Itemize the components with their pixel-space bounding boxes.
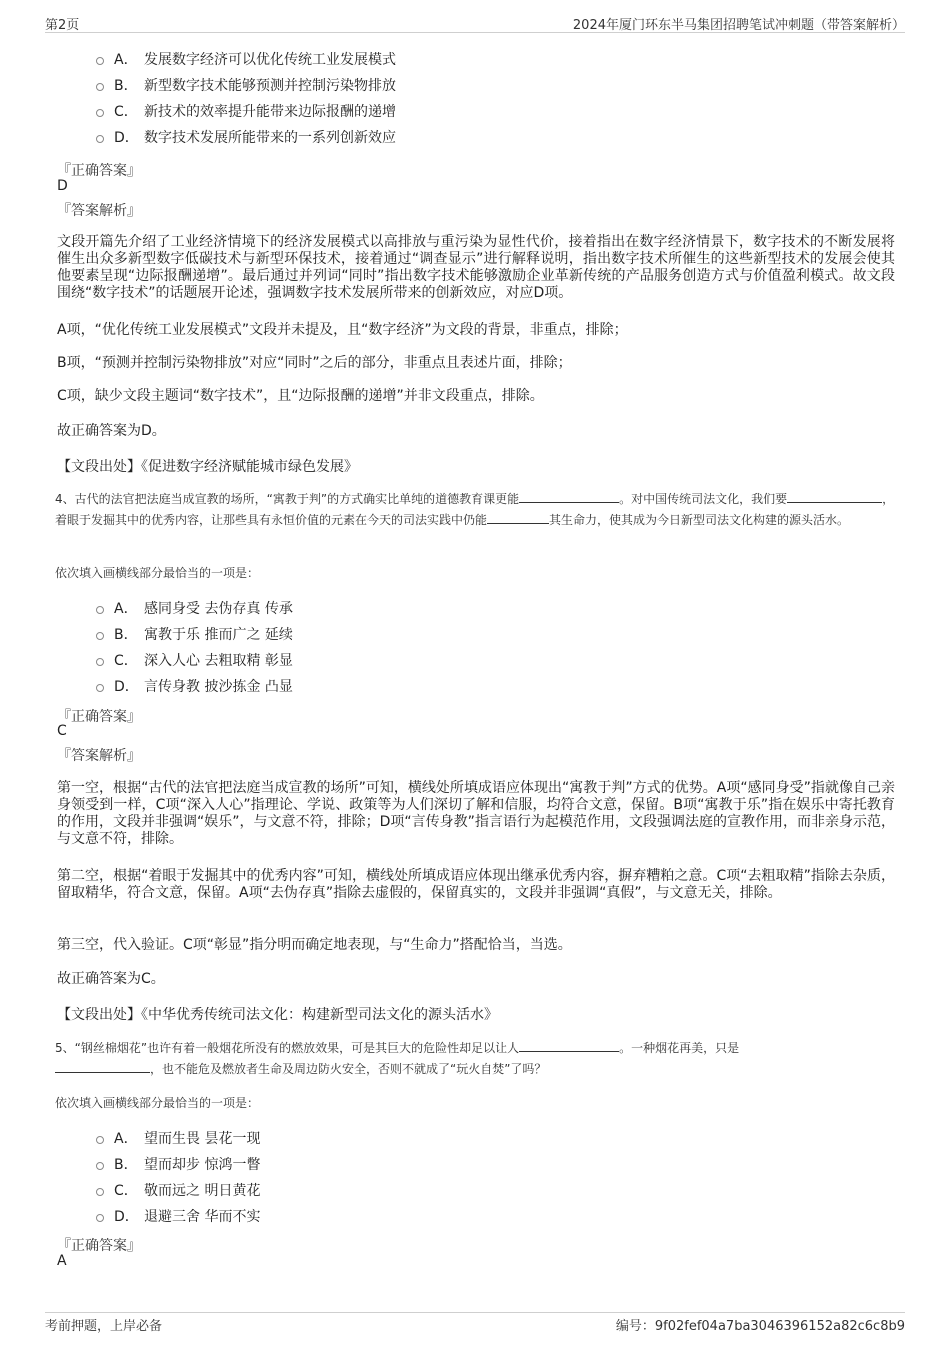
q4-analysis-2: 第二空，根据“着眼于发掘其中的优秀内容”可知，横线处所填成语应体现出继承优秀内容，摒弃糟粕之意。C项“去粗取精”指除去杂质，留取精华，符合文意，保留。A项“去伪存真”指除去虚假的，保留真实的，文段并非强调“真假”，与文意无关，排除。: [57, 868, 895, 901]
radio-icon[interactable]: [96, 632, 104, 640]
q3-analysis-label: 『答案解析』: [57, 203, 141, 219]
q3-analysis-b: B项，“预测并控制污染物排放”对应“同时”之后的部分，非重点且表述片面，排除；: [57, 355, 572, 371]
radio-icon[interactable]: [96, 1162, 104, 1170]
q3-option-b[interactable]: B． 新型数字技术能够预测并控制污染物排放: [96, 72, 396, 98]
q4-answer: C: [57, 723, 67, 739]
q5-option-d[interactable]: D． 退避三舍 华而不实: [96, 1203, 260, 1229]
q4-analysis-label: 『答案解析』: [57, 748, 141, 764]
radio-icon[interactable]: [96, 684, 104, 692]
q4-options: [96, 595, 293, 699]
q5-options: [96, 1125, 260, 1229]
page-number: 第2页: [45, 18, 80, 33]
q3-option-a[interactable]: A． 发展数字经济可以优化传统工业发展模式: [96, 46, 396, 72]
q4-option-c[interactable]: C． 深入人心 去粗取精 彰显: [96, 647, 293, 673]
q5-answer-label: 『正确答案』: [57, 1238, 141, 1254]
q3-answer: D: [57, 178, 68, 194]
q3-analysis-c: C项，缺少文段主题词“数字技术”，且“边际报酬的递增”并非文段重点，排除。: [57, 388, 544, 404]
radio-icon[interactable]: [96, 1136, 104, 1144]
q4-analysis-3: 第三空，代入验证。C项“彰显”指分明而确定地表现，与“生命力”搭配恰当，当选。: [57, 937, 572, 953]
q3-conclusion: 故正确答案为D。: [57, 423, 166, 439]
q5-option-b[interactable]: B． 望而却步 惊鸿一瞥: [96, 1151, 260, 1177]
q3-analysis-main: 文段开篇先介绍了工业经济情境下的经济发展模式以高排放与重污染为显性代价，接着指出在数字经济情景下，数字技术的不断发展将催生出众多新型数字低碳技术与新型环保技术，接着通过“调查显示”进行解释说明，指出数字技术所催生的这些新型技术的发展会使其他要素呈现“边际报酬递增”。最后通过并列词“同时”指出数字技术能够激励企业革新传统的产品服务创造方式与价值盈利模式。故文段围绕“数字技术”的话题展开论述，强调数字技术发展所带来的创新效应，对应D项。: [57, 234, 895, 301]
blank-3: [487, 511, 549, 524]
q4-source: 【文段出处】《中华优秀传统司法文化：构建新型司法文化的源头活水》: [57, 1007, 498, 1023]
q4-analysis-1: 第一空，根据“古代的法官把法庭当成宣教的场所”可知，横线处所填成语应体现出“寓教于判”方式的优势。A项“感同身受”指就像自己亲身领受到一样，C项“深入人心”指理论、学说、政策等为人们深切了解和信服，均符合文意，保留。B项“寓教于乐”指在娱乐中寄托教育的作用，文段并非强调“娱乐”，与文意不符，排除；D项“言传身教”指言语行为起模范作用，文段强调法庭的宣教作用，而非亲身示范，与文意不符，排除。: [57, 780, 895, 847]
blank-2: [55, 1060, 150, 1073]
q3-source: 【文段出处】《促进数字经济赋能城市绿色发展》: [57, 459, 358, 475]
q5-option-c[interactable]: C． 敬而远之 明日黄花: [96, 1177, 260, 1203]
radio-icon[interactable]: [96, 109, 104, 117]
radio-icon[interactable]: [96, 606, 104, 614]
blank-1: [519, 490, 619, 503]
q4-option-d[interactable]: D． 言传身教 披沙拣金 凸显: [96, 673, 293, 699]
q3-options: [96, 46, 396, 150]
q3-answer-label: 『正确答案』: [57, 163, 141, 179]
radio-icon[interactable]: [96, 57, 104, 65]
q3-option-c[interactable]: C． 新技术的效率提升能带来边际报酬的递增: [96, 98, 396, 124]
document-title: 2024年厦门环东半马集团招聘笔试冲刺题（带答案解析）: [572, 18, 905, 33]
q4-stem: 4、古代的法官把法庭当成宣教的场所，“寓教于判”的方式确实比单纯的道德教育课更能 。对中国传统司法文化，我们要 ，着眼于发掘其中的优秀内容，让那些具有永恒价值的元素在今天的司法实践中仍能 其生命力，使其成为今日新型司法文化构建的源头活水。: [55, 492, 895, 527]
q3-option-d[interactable]: D． 数字技术发展所能带来的一系列创新效应: [96, 124, 396, 150]
q4-option-b[interactable]: B． 寓教于乐 推而广之 延续: [96, 621, 293, 647]
radio-icon[interactable]: [96, 1188, 104, 1196]
page-header: [45, 12, 905, 33]
q4-answer-label: 『正确答案』: [57, 709, 141, 725]
q4-option-a[interactable]: A． 感同身受 去伪存真 传承: [96, 595, 293, 621]
q5-answer: A: [57, 1253, 67, 1269]
q4-conclusion: 故正确答案为C。: [57, 971, 165, 987]
radio-icon[interactable]: [96, 83, 104, 91]
q5-stem: 5、“钢丝棉烟花”也许有着一般烟花所没有的燃放效果，可是其巨大的危险性却足以让人 。一种烟花再美，只是 ，也不能危及燃放者生命及周边防火安全，否则不就成了“玩火自焚”了吗？: [55, 1041, 740, 1076]
q5-prompt: 依次填入画横线部分最恰当的一项是：: [55, 1096, 260, 1110]
radio-icon[interactable]: [96, 658, 104, 666]
q4-prompt: 依次填入画横线部分最恰当的一项是：: [55, 566, 260, 580]
blank-2: [787, 490, 882, 503]
radio-icon[interactable]: [96, 1214, 104, 1222]
footer-slogan: 考前押题，上岸必备: [45, 1319, 163, 1334]
blank-1: [519, 1039, 619, 1052]
document-id: 编号：9f02fef04a7ba3046396152a82c6c8b9: [615, 1319, 905, 1334]
radio-icon[interactable]: [96, 135, 104, 143]
q5-option-a[interactable]: A． 望而生畏 昙花一现: [96, 1125, 260, 1151]
q3-analysis-a: A项，“优化传统工业发展模式”文段并未提及，且“数字经济”为文段的背景，非重点，排除；: [57, 322, 628, 338]
page-footer: [45, 1312, 905, 1334]
